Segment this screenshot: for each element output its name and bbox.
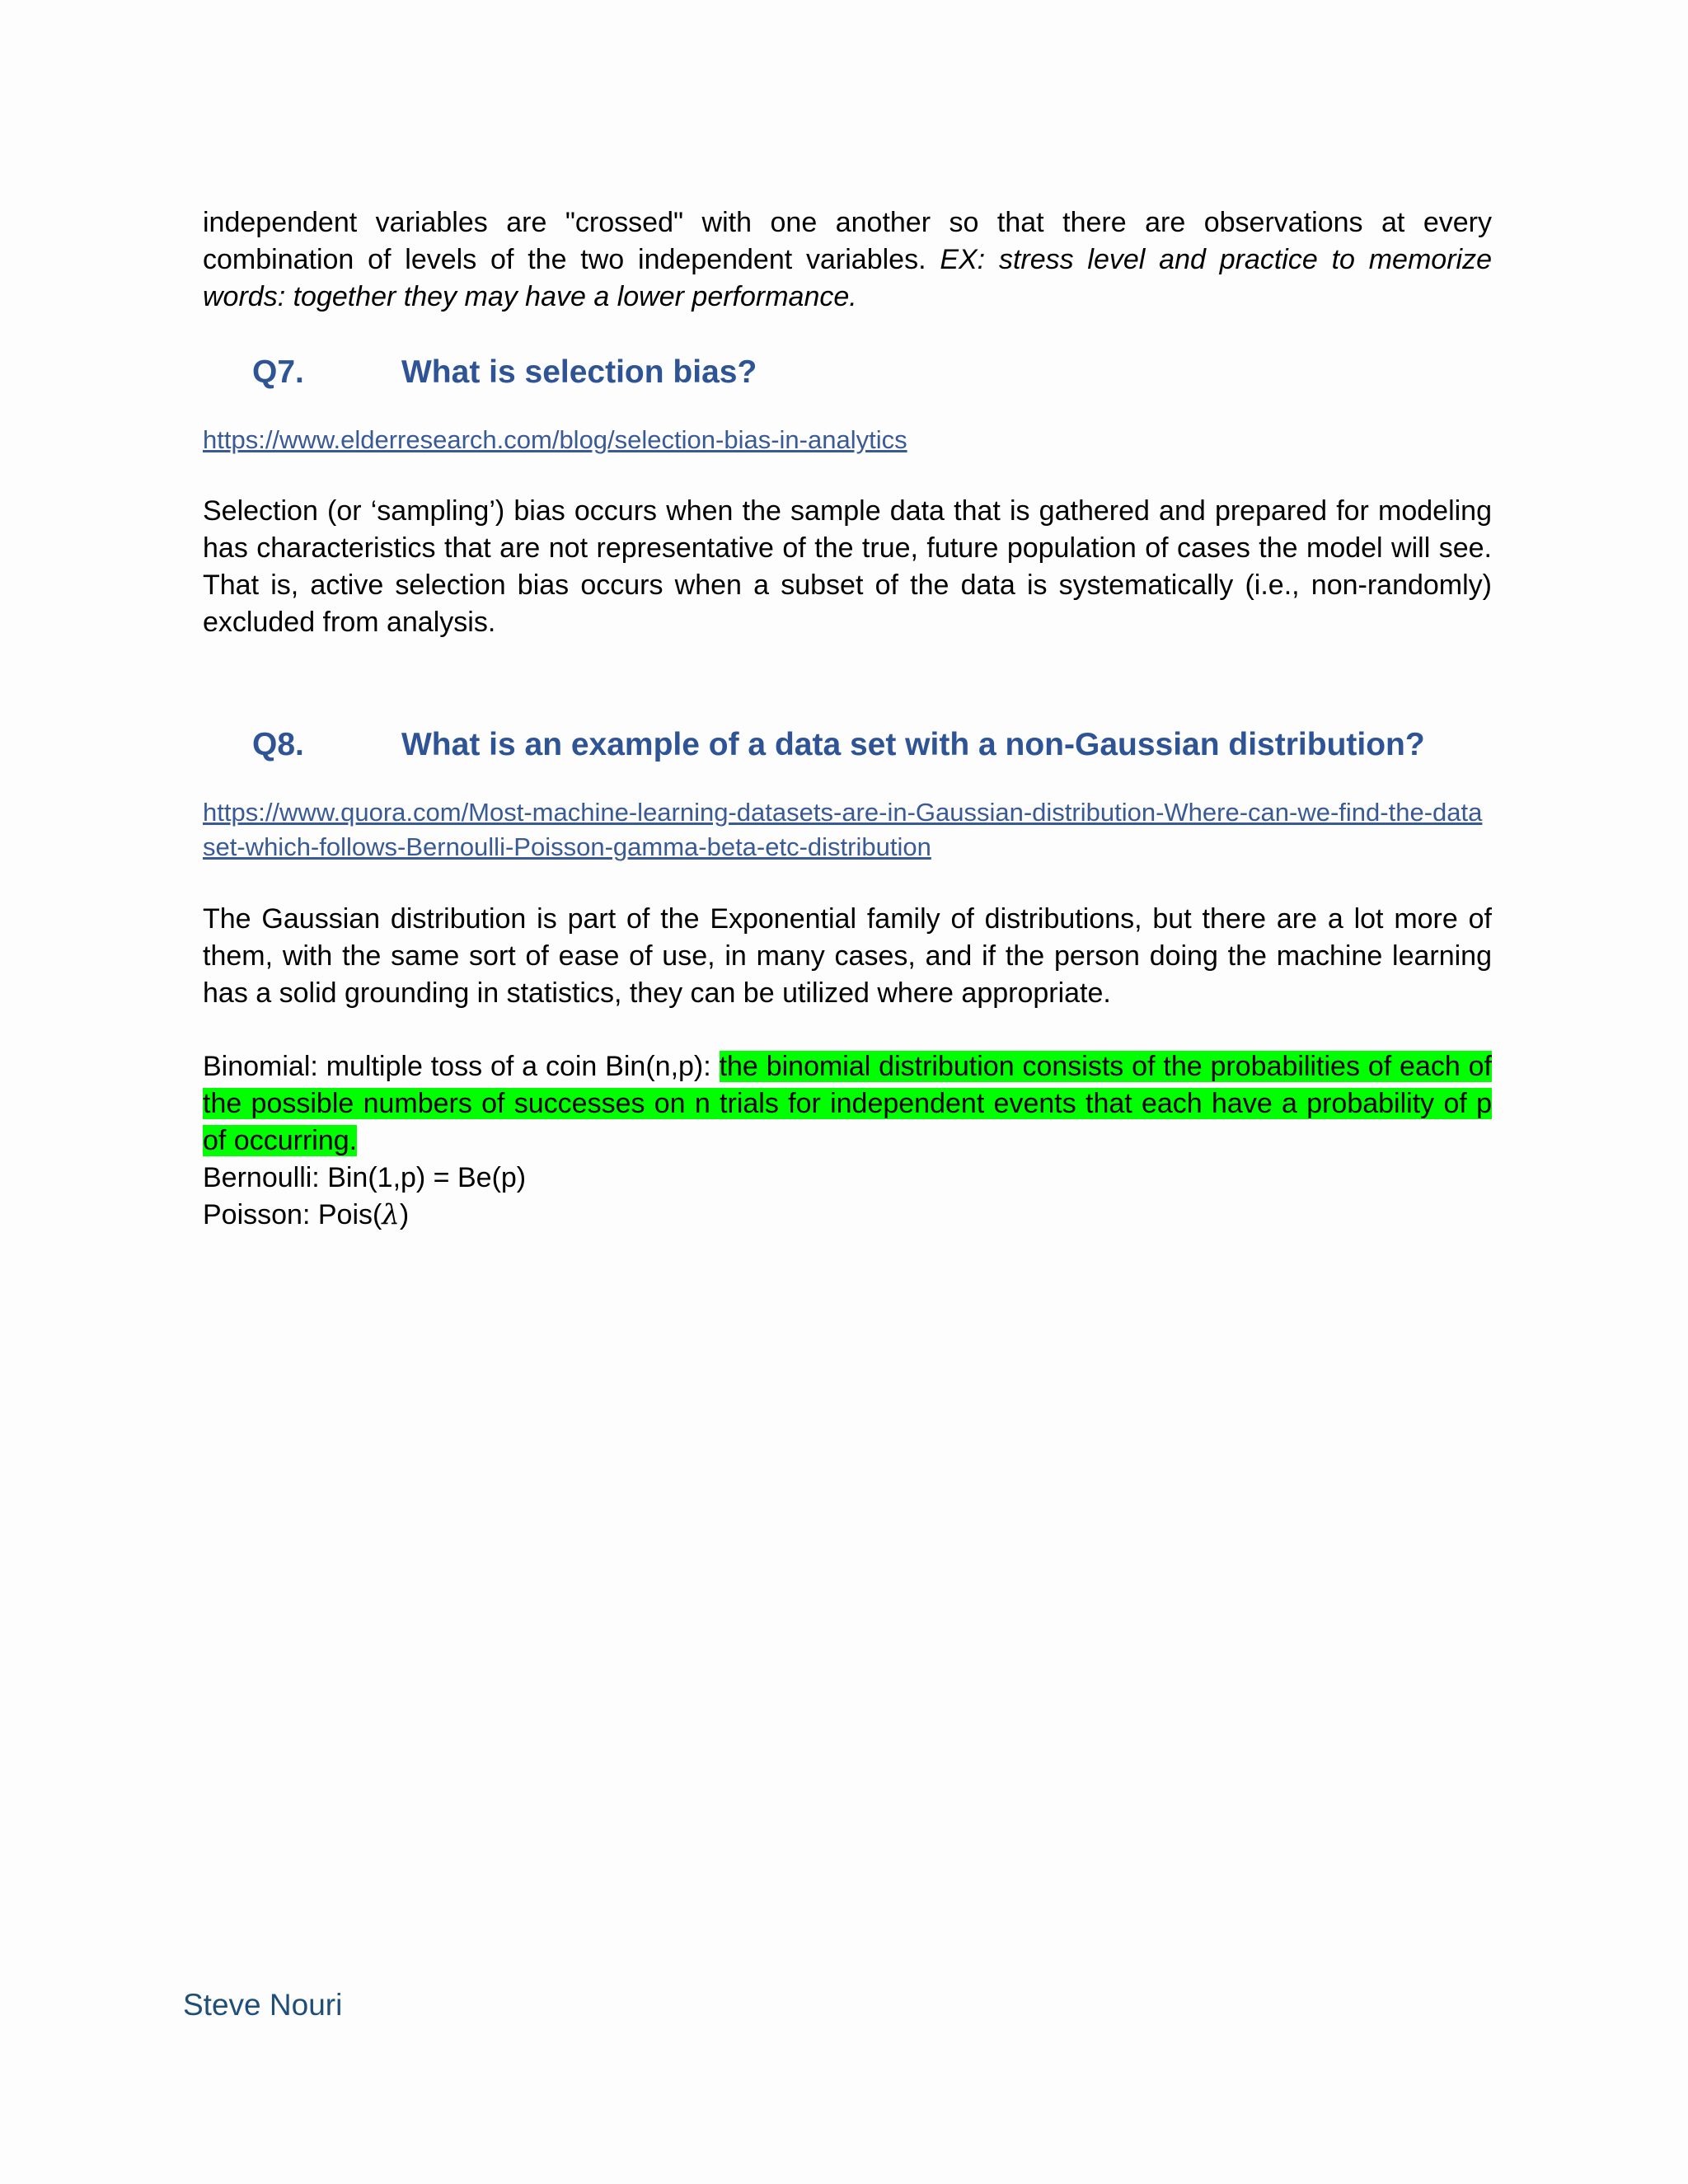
footer-author: Steve Nouri — [183, 1988, 343, 2022]
q8-link[interactable]: https://www.quora.com/Most-machine-learning-datasets-are-in-Gaussian-distribution-Where-can-we-find-the-dataset-which-follows-Bernoulli-Poisson-gamma-beta-etc-distribution — [203, 798, 1483, 861]
q8-number: Q8. — [252, 727, 304, 762]
intro-example: EX: stress level and practice to memorize words: together they may have a lower performance. — [203, 244, 1492, 312]
q7-title: What is selection bias? — [401, 354, 757, 390]
bernoulli-line: Bernoulli: Bin(1,p) = Be(p) — [203, 1162, 527, 1193]
binomial-label: Binomial: multiple toss of a coin Bin(n,p): — [203, 1051, 720, 1082]
q8-title: What is an example of a data set with a non-Gaussian distribution? — [401, 727, 1425, 762]
q8-heading — [203, 724, 1492, 766]
q8-body: The Gaussian distribution is part of the Exponential family of distributions, but there are a lot more of them, with the same sort of ease of use, in many cases, and if the person doing the machine learning has a solid grounding in statistics, they can be utilized where appropriate. — [203, 903, 1492, 1009]
q7-number: Q7. — [252, 354, 304, 390]
binomial-highlight: the binomial distribution consists of the probabilities of each of the possible numbers of successes on n trials for independent events that each have a probability of p of occurring. — [203, 1051, 1492, 1156]
q7-heading — [203, 352, 1492, 393]
intro-text: independent variables are "crossed" with one another so that there are observations at every combination of levels of the two independent variables. — [203, 207, 1492, 275]
poisson-line — [203, 1197, 1492, 1234]
poisson-prefix: Poisson: Pois( — [203, 1199, 382, 1230]
intro-paragraph — [203, 204, 1492, 316]
lambda-symbol: λ — [382, 1198, 400, 1231]
binomial-paragraph — [203, 1048, 1492, 1160]
q7-link[interactable]: https://www.elderresearch.com/blog/selection-bias-in-analytics — [203, 425, 907, 454]
document-page — [203, 204, 1492, 1234]
q7-body: Selection (or ‘sampling’) bias occurs when the sample data that is gathered and prepared for modeling has characteristics that are not representative of the true, future population of cases the model will see. That is, active selection bias occurs when a subset of the data is systematically (i.e., non-randomly) excluded from analysis. — [203, 495, 1492, 638]
poisson-suffix: ) — [399, 1199, 410, 1230]
